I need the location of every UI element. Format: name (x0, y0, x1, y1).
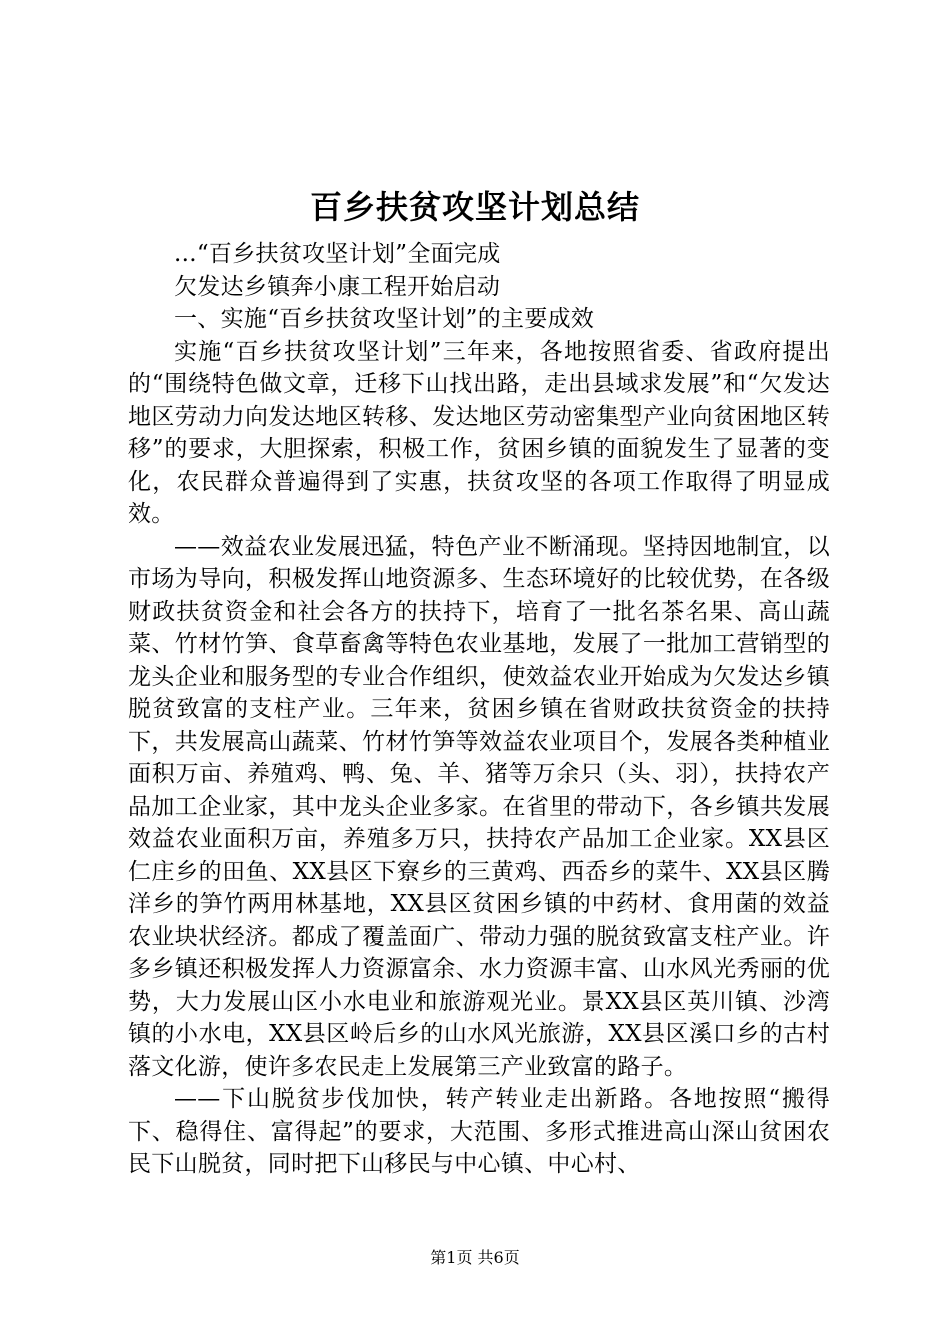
paragraph-relocation: ——下山脱贫步伐加快，转产转业走出新路。各地按照“搬得下、稳得住、富得起”的要求，大范围、多形式推进高山深山贫困农民下山脱贫，同时把下山移民与中心镇、中心村、 (128, 1086, 830, 1177)
paragraph-subtitle-1: ...“百乡扶贫攻坚计划”全面完成 (174, 241, 501, 267)
paragraph-intro: 实施“百乡扶贫攻坚计划”三年来，各地按照省委、省政府提出的“围绕特色做文章，迁移下山找出路，走出县域求发展”和“欠发达地区劳动力向发达地区转移、发达地区劳动密集型产业向贫困地区转移”的要求，大胆探索，积极工作，贫困乡镇的面貌发生了显著的变化，农民群众普遍得到了实惠，扶贫攻坚的各项工作取得了明显成效。 (128, 338, 830, 527)
document-title: 百乡扶贫攻坚计划总结 (309, 188, 640, 226)
section-heading: 一、实施“百乡扶贫攻坚计划”的主要成效 (174, 306, 595, 332)
document-body (128, 238, 830, 1181)
paragraph-agriculture: ——效益农业发展迅猛，特色产业不断涌现。坚持因地制宜，以市场为导向，积极发挥山地资源多、生态环境好的比较优势，在各级财政扶贫资金和社会各方的扶持下，培育了一批名茶名果、高山蔬菜、竹材竹笋、食草畜禽等特色农业基地，发展了一批加工营销型的龙头企业和服务型的专业合作组织，使效益农业开始成为欠发达乡镇脱贫致富的支柱产业。三年来，贫困乡镇在省财政扶贫资金的扶持下，共发展高山蔬菜、竹材竹笋等效益农业项目个，发展各类种植业面积万亩、养殖鸡、鸭、兔、羊、猪等万余只（头、羽），扶持农产品加工企业家，其中龙头企业多家。在省里的带动下，各乡镇共发展效益农业面积万亩，养殖多万只，扶持农产品加工企业家。XX县区仁庄乡的田鱼、XX县区下寮乡的三黄鸡、西岙乡的菜牛、XX县区腾洋乡的笋竹两用林基地，XX县区贫困乡镇的中药材、食用菌的效益农业块状经济。都成了覆盖面广、带动力强的脱贫致富支柱产业。许多乡镇还积极发挥人力资源富余、水力资源丰富、山水风光秀丽的优势，大力发展山区小水电业和旅游观光业。景XX县区英川镇、沙湾镇的小水电，XX县区岭后乡的山水风光旅游，XX县区溪口乡的古村落文化游，使许多农民走上发展第三产业致富的路子。 (128, 533, 830, 1080)
page-footer: 第1页 共6页 (430, 1248, 520, 1267)
paragraph-subtitle-2: 欠发达乡镇奔小康工程开始启动 (174, 273, 501, 300)
